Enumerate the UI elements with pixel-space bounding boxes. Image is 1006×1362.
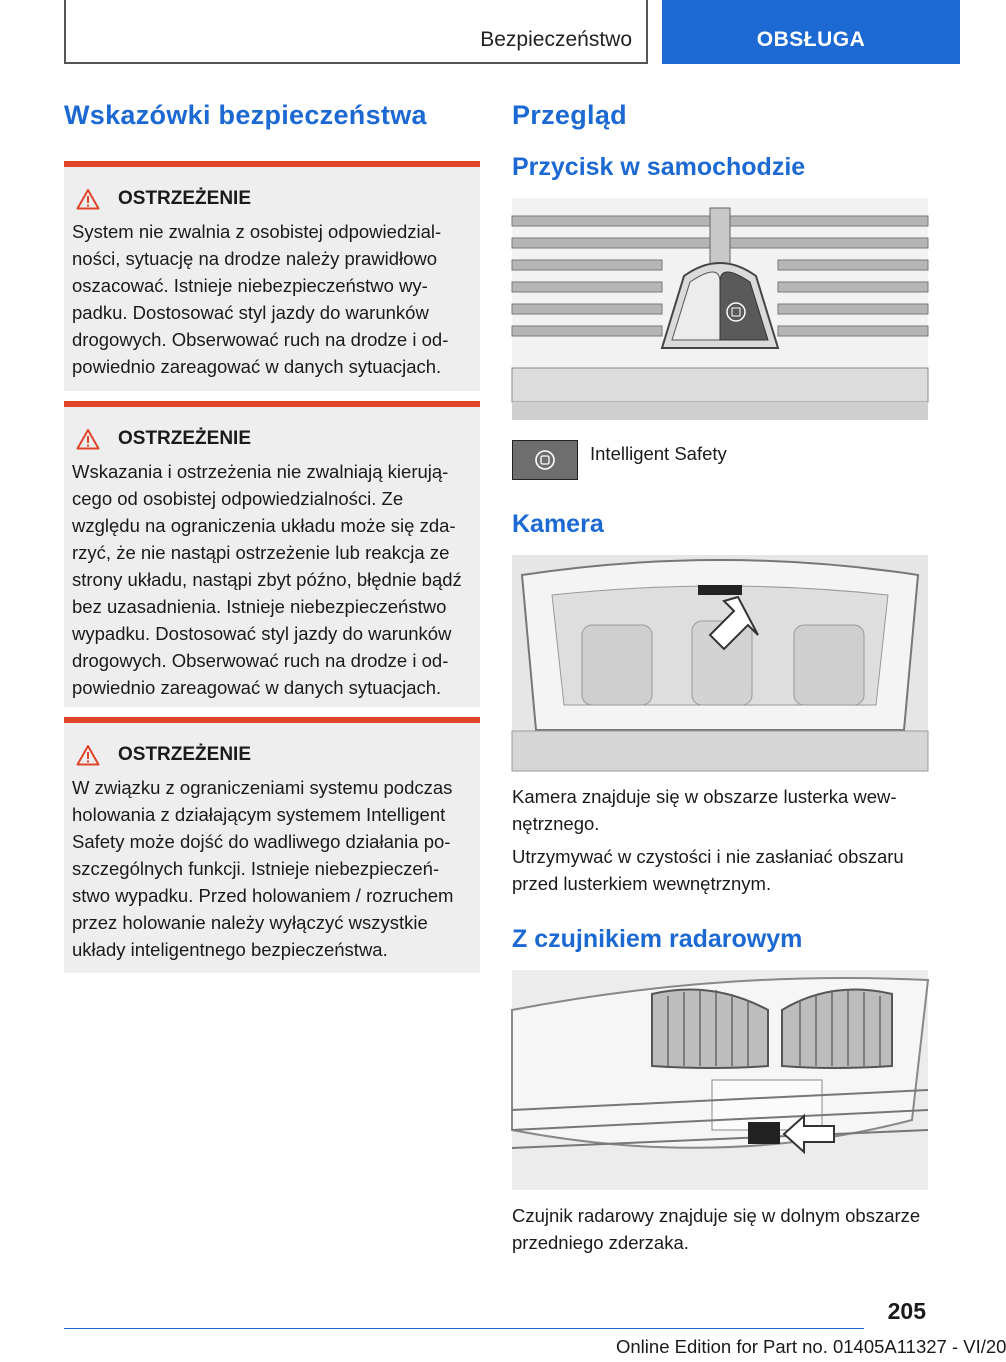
camera-paragraph-1: Kamera znajduje się w obszarze lusterka wew- nętrznego.: [512, 786, 897, 834]
subsection-title-camera: Kamera: [512, 510, 604, 538]
camera-paragraph-2: Utrzymywać w czystości i nie zasłaniać obszaru przed lusterkiem wewnętrznym.: [512, 846, 904, 894]
camera-location-illustration: [512, 555, 928, 771]
edition-note: Online Edition for Part no. 01405A11327 - VI/20: [616, 1336, 1006, 1357]
warning-triangle-icon: [76, 428, 100, 450]
warning-label: OSTRZEŻENIE: [118, 188, 252, 209]
button-legend: [512, 440, 928, 480]
footer-divider: [64, 1328, 864, 1329]
button-location-illustration: [512, 198, 928, 420]
header-frame: [64, 0, 648, 64]
radar-location-illustration: [512, 970, 928, 1190]
radar-paragraph: Czujnik radarowy znajduje się w dolnym obszarze przedniego zderzaka.: [512, 1205, 921, 1253]
warning-text: Wskazania i ostrzeżenia nie zwalniają kierują- cego od osobistej odpowiedzialności. Ze względu na ograniczenia układu może się zda- rzyć, że nie nastąpi ostrzeżenie lub reakcja ze strony układu, nastąpi zbyt późno, błędnie bądź bez uzasadnienia. Istnieje niebezpieczeństwo wypadku. Dostosować styl jazdy do warunków drogowych. Obserwować ruch na drodze i od- powiednio zareagować w danych sytuacjach.: [72, 461, 462, 698]
warning-text: W związku z ograniczeniami systemu podczas holowania z działającym systemem Intelligent Safety może dojść do wadliwego działania po- szczególnych funkcji. Istnieje niebezpieczeń- stwo wypadku. Przed holowaniem / rozruchem przez holowanie należy wyłączyć wszystkie układy inteligentnego bezpieczeństwa.: [72, 777, 454, 960]
warning-triangle-icon: [76, 188, 100, 210]
warning-triangle-icon: [76, 744, 100, 766]
right-column: [512, 100, 928, 1256]
left-column: [64, 100, 480, 973]
subsection-title-button: Przycisk w samochodzie: [512, 153, 806, 181]
subsection-title-radar: Z czujnikiem radarowym: [512, 925, 803, 953]
page-number: 205: [887, 1298, 926, 1324]
warning-label: OSTRZEŻENIE: [118, 428, 252, 449]
warning-box-2: [64, 401, 480, 707]
button-label: Intelligent Safety: [590, 443, 727, 464]
warning-box-3: [64, 717, 480, 973]
intelligent-safety-button-icon: [512, 440, 578, 480]
header-section-title: Bezpieczeństwo: [480, 28, 632, 51]
warning-text: System nie zwalnia z osobistej odpowiedzial- ności, sytuację na drodze należy prawidłowo oszacować. Istnieje niebezpieczeństwo wy- padku. Dostosować styl jazdy do warunków drogowych. Obserwować ruch na drodze i od- powiednio zareagować w danych sytuacjach.: [72, 221, 449, 377]
section-title-safety: Wskazówki bezpieczeństwa: [64, 100, 427, 130]
section-title-overview: Przegląd: [512, 100, 627, 130]
warning-label: OSTRZEŻENIE: [118, 744, 252, 765]
header-tab-obsluga[interactable]: OBSŁUGA: [662, 0, 960, 64]
warning-box-1: [64, 161, 480, 391]
